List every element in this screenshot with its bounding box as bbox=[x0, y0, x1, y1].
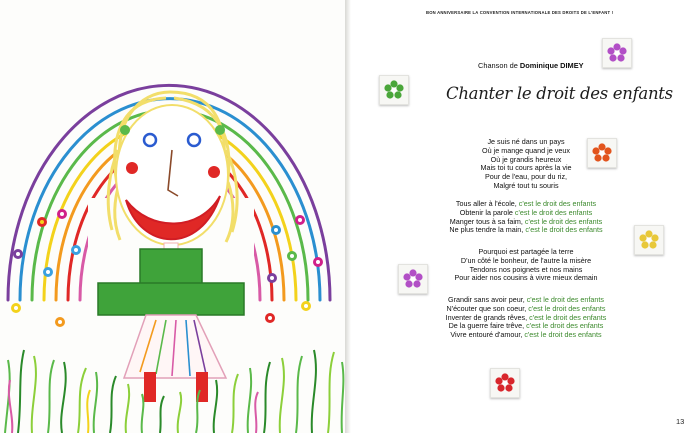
lyric-text: Inventer de grands rêves, bbox=[445, 312, 528, 322]
flower-icon bbox=[638, 229, 660, 251]
lyric-refrain: c'est le droit des enfants bbox=[526, 321, 604, 331]
right-hair-clip bbox=[215, 125, 225, 135]
sticker-flower-purple bbox=[398, 264, 428, 294]
lyric-text: N'écouter que son coeur, bbox=[446, 303, 527, 313]
lyric-text: Où je grandis heureux bbox=[490, 154, 562, 164]
flower-icon bbox=[383, 79, 405, 101]
flower-icon bbox=[494, 372, 516, 394]
left-cheek bbox=[126, 162, 138, 174]
lyric-text: Obtenir la parole bbox=[459, 207, 513, 217]
child-drawing-page bbox=[0, 0, 348, 433]
lyric-text: Où je mange quand je veux bbox=[482, 145, 570, 155]
lyric-refrain: c'est le droit des enfants bbox=[514, 207, 593, 217]
right-cheek bbox=[208, 166, 220, 178]
lyric-text: Pourquoi est partagée la terre bbox=[478, 247, 574, 256]
lyric-refrain: c'est le droit des enfants bbox=[526, 295, 604, 304]
flower-icon bbox=[402, 268, 424, 290]
sticker-flower-red bbox=[490, 368, 520, 398]
lyric-refrain: c'est le droit des enfants bbox=[524, 216, 603, 226]
sticker-flower-yellow bbox=[634, 225, 664, 255]
left-leg bbox=[144, 372, 156, 402]
credit-author: Dominique DIMEY bbox=[519, 61, 584, 70]
lyric-text: De la guerre faire trêve, bbox=[448, 321, 525, 331]
lyric-refrain: c'est le droit des enfants bbox=[525, 225, 603, 235]
sticker-flower-green bbox=[379, 75, 409, 105]
stanza-1 bbox=[376, 138, 676, 191]
lyric-refrain: c'est le droit des enfants bbox=[529, 312, 607, 322]
lyric-text: D'un côté le bonheur, de l'autre la misère bbox=[460, 255, 592, 265]
lyric-text: Grandir sans avoir peur, bbox=[447, 295, 525, 304]
lyric-text: Manger tous à sa faim, bbox=[449, 216, 523, 226]
credit-prefix: Chanson de bbox=[478, 61, 518, 70]
lyric-refrain: c'est le droit des enfants bbox=[528, 303, 606, 313]
lyric-text: Tendons nos poignets et nos mains bbox=[469, 264, 583, 274]
lyric-text: Mais toi tu cours après la vie bbox=[480, 163, 572, 173]
page-header-banner: BON ANNIVERSAIRE LA CONVENTION INTERNATIONALE DES DROITS DE L'ENFANT ! bbox=[426, 10, 614, 15]
child-drawing-illustration bbox=[0, 0, 348, 433]
lyric-text: Malgré tout tu souris bbox=[493, 180, 559, 190]
sticker-flower-purple-top bbox=[602, 38, 632, 68]
lyric-line bbox=[376, 182, 676, 191]
lyric-refrain: c'est le droit des enfants bbox=[518, 199, 597, 208]
sticker-flower-orange bbox=[587, 138, 617, 168]
lyric-text: Ne plus tendre la main, bbox=[449, 225, 524, 235]
left-hair-clip bbox=[120, 125, 130, 135]
page-number: 13 bbox=[676, 417, 685, 426]
lyric-line bbox=[376, 331, 676, 340]
flower-icon bbox=[606, 42, 628, 64]
song-credit bbox=[478, 61, 584, 70]
lyric-text: Vivre entouré d'amour, bbox=[450, 330, 523, 340]
lyric-text: Pour de l'eau, pour du riz, bbox=[484, 172, 568, 182]
flower-icon bbox=[591, 142, 613, 164]
lyric-text: Tous aller à l'école, bbox=[455, 199, 517, 208]
lyric-text: Je suis né dans un pays bbox=[487, 137, 565, 146]
lyric-line bbox=[376, 226, 676, 235]
stanza-2 bbox=[376, 200, 676, 235]
lyric-refrain: c'est le droit des enfants bbox=[524, 330, 602, 340]
stanza-4 bbox=[376, 296, 676, 340]
lyric-text: Pour aider nos cousins à vivre mieux demain bbox=[454, 273, 598, 283]
song-title: Chanter le droit des enfants bbox=[446, 84, 673, 103]
